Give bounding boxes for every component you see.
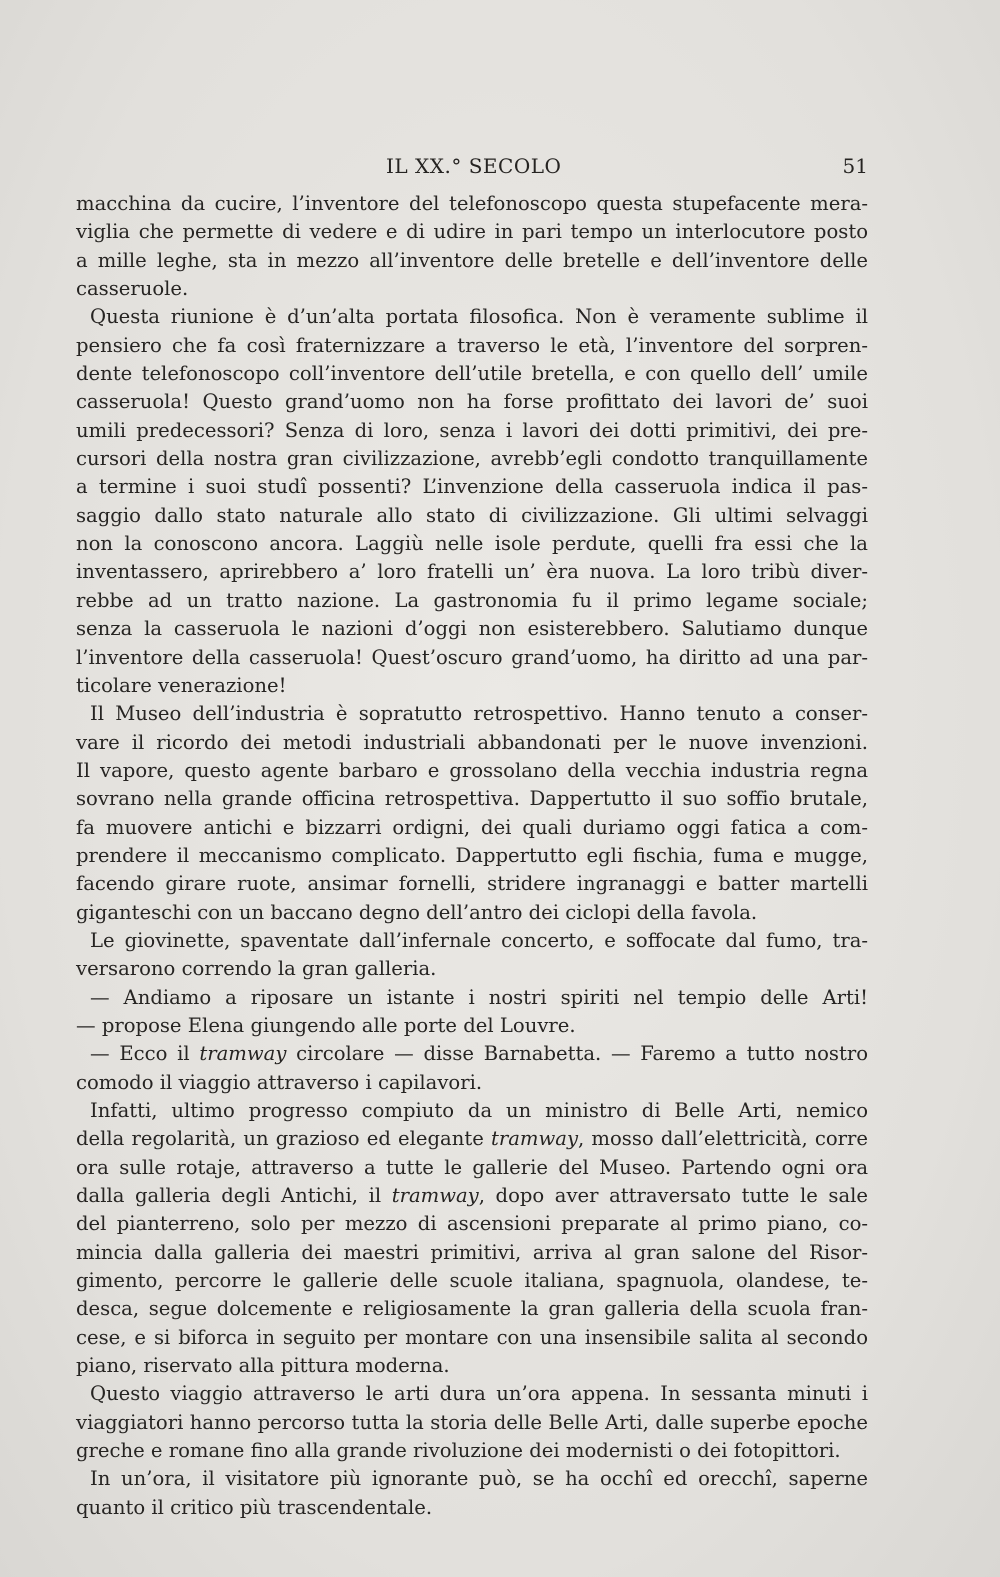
text-line: cese, e si biforca in seguito per montare con una insensibile salita al secondo <box>76 1325 868 1349</box>
text-line: quanto il critico più trascendentale. <box>76 1495 433 1519</box>
text-line: Il vapore, questo agente barbaro e grossolano della vecchia industria regna <box>76 758 868 782</box>
text-line: fa muovere antichi e bizzarri ordigni, dei quali duriamo oggi fatica a com- <box>76 815 868 839</box>
text-line: Questa riunione è d’un’alta portata filosofica. Non è veramente sublime il <box>90 305 868 329</box>
text-line: giganteschi con un baccano degno dell’antro dei ciclopi della favola. <box>76 900 758 924</box>
text-line: umili predecessori? Senza di loro, senza i lavori dei dotti primitivi, dei pre- <box>76 418 868 442</box>
text-run: , mosso dall’elettricità, corre <box>578 1127 868 1151</box>
text-line: Infatti, ultimo progresso compiuto da un ministro di Belle Arti, nemico <box>90 1099 868 1122</box>
text-line: Questo viaggio attraverso le arti dura un’ora appena. In sessanta minuti i <box>90 1382 868 1406</box>
italic-word: tramway <box>391 1184 479 1208</box>
text-run: della regolarità, un grazioso ed elegante <box>76 1127 491 1151</box>
text-line: a mille leghe, sta in mezzo all’inventore delle bretelle e dell’inventore delle <box>76 248 868 272</box>
text-line: a termine i suoi studî possenti? L’invenzione della casseruola indica il pas- <box>76 475 868 499</box>
text-line: vare il ricordo dei metodi industriali abbandonati per le nuove invenzioni. <box>76 730 868 754</box>
text-line: l’inventore della casseruola! Quest’oscuro grand’uomo, ha diritto ad una par- <box>76 645 868 669</box>
text-line: rebbe ad un tratto nazione. La gastronomia fu il primo legame sociale; <box>76 588 868 612</box>
text-line: sovrano nella grande officina retrospettiva. Dappertutto il suo soffio brutale, <box>76 787 868 811</box>
text-line: senza la casseruola le nazioni d’oggi non esisterebbero. Salutiamo dunque <box>76 617 868 641</box>
text-line: desca, segue dolcemente e religiosamente la gran galleria della scuola fran- <box>76 1297 868 1321</box>
text-line <box>76 1040 868 1068</box>
text-run: , dopo aver attraversato tutte le sale <box>478 1184 869 1208</box>
text-line: Le giovinette, spaventate dall’infernale concerto, e soffocate dal fumo, tra- <box>90 928 868 952</box>
text-line: piano, riservato alla pittura moderna. <box>76 1354 450 1378</box>
text-line: dente telefonoscopo coll’inventore dell’utile bretella, e con quello dell’ umile <box>76 362 868 386</box>
text-line: del pianterreno, solo per mezzo di ascensioni preparate al primo piano, co- <box>76 1212 868 1236</box>
text-run: dalla galleria degli Antichi, il <box>76 1184 392 1208</box>
page-header <box>76 154 868 184</box>
text-line: viglia che permette di vedere e di udire in pari tempo un interlocutore posto <box>76 220 868 244</box>
text-line: saggio dallo stato naturale allo stato di civilizzazione. Gli ultimi selvaggi <box>76 503 868 527</box>
text-line: facendo girare ruote, ansimar fornelli, stridere ingranaggi e batter martelli <box>76 872 868 896</box>
text-line: Il Museo dell’industria è sopratutto retrospettivo. Hanno tenuto a conser- <box>90 702 868 726</box>
text-line: versarono correndo la gran galleria. <box>76 957 437 981</box>
text-line: gimento, percorre le gallerie delle scuole italiana, spagnuola, olandese, te- <box>76 1269 868 1293</box>
text-line <box>76 1125 868 1153</box>
text-line: cursori della nostra gran civilizzazione, avrebb’egli condotto tranquillamente <box>76 447 868 471</box>
text-line: In un’ora, il visitatore più ignorante può, se ha occhî ed orecchî, saperne <box>90 1467 868 1491</box>
text-run: — Ecco il <box>90 1042 200 1066</box>
text-line: non la conoscono ancora. Laggiù nelle isole perdute, quelli fra essi che la <box>76 532 868 556</box>
text-line: mincia dalla galleria dei maestri primitivi, arriva al gran salone del Risor- <box>76 1240 868 1264</box>
text-line: comodo il viaggio attraverso i capilavori. <box>76 1070 483 1094</box>
text-line: — propose Elena giungendo alle porte del Louvre. <box>76 1013 576 1037</box>
text-line <box>76 1182 868 1210</box>
text-line: pensiero che fa così fraternizzare a traverso le età, l’inventore del sorpren- <box>76 333 868 357</box>
text-line: ora sulle rotaje, attraverso a tutte le gallerie del Museo. Partendo ogni ora <box>76 1155 868 1179</box>
italic-word: tramway <box>491 1127 579 1151</box>
text-line: casseruole. <box>76 277 189 301</box>
italic-word: tramway <box>199 1042 287 1066</box>
text-line: — Andiamo a riposare un istante i nostri spiriti nel tempio delle Arti! <box>90 985 868 1009</box>
text-line: casseruola! Questo grand’uomo non ha forse profittato dei lavori de’ suoi <box>76 390 868 414</box>
text-line: viaggiatori hanno percorso tutta la storia delle Belle Arti, dalle superbe epoche <box>76 1410 868 1434</box>
text-line: greche e romane fino alla grande rivoluzione dei modernisti o dei fotopittori. <box>76 1439 841 1463</box>
text-line: ticolare venerazione! <box>76 673 287 697</box>
page-number: 51 <box>842 154 868 178</box>
text-line: macchina da cucire, l’inventore del telefonoscopo questa stupefacente mera- <box>76 192 868 215</box>
body-text <box>76 190 868 1522</box>
running-title: IL XX.° SECOLO <box>386 154 562 178</box>
text-line: inventassero, aprirebbero a’ loro fratelli un’ èra nuova. La loro tribù diver- <box>76 560 868 584</box>
text-line: prendere il meccanismo complicato. Dappertutto egli fischia, fuma e mugge, <box>76 843 868 867</box>
text-run: circolare — disse Barnabetta. — Faremo a tutto nostro <box>286 1042 868 1066</box>
